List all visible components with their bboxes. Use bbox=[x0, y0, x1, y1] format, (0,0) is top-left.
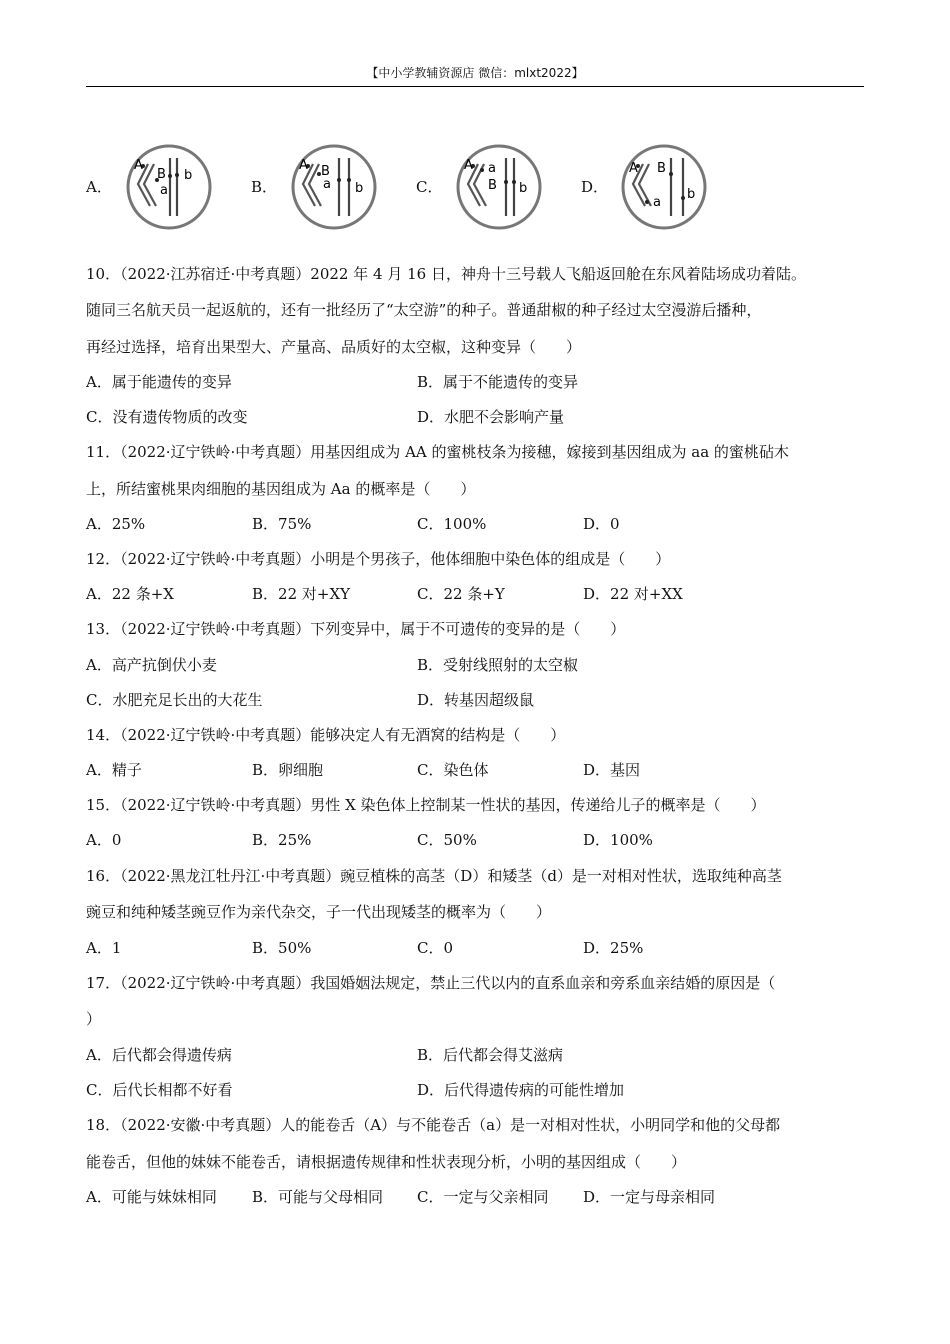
question-12-option-a[interactable]: A．22 条+X bbox=[86, 585, 174, 603]
question-14-option-d[interactable]: D．基因 bbox=[583, 761, 641, 779]
question-18-stem-line: 18．（2022·安徽·中考真题）人的能卷舌（A）与不能卷舌（a）是一对相对性状，小明同学和他的父母都 bbox=[86, 1116, 781, 1134]
question-14-option-a[interactable]: A．精子 bbox=[86, 761, 142, 779]
question-16-option-c[interactable]: C．0 bbox=[417, 939, 454, 957]
header-rule bbox=[86, 86, 864, 87]
question-10-option-c[interactable]: C．没有遗传物质的改变 bbox=[86, 408, 248, 426]
allele-label: a bbox=[323, 177, 331, 192]
allele-label: A bbox=[464, 158, 473, 173]
question-15-option-d[interactable]: D．100% bbox=[583, 831, 653, 849]
question-15-option-a[interactable]: A．0 bbox=[86, 831, 122, 849]
question-17-stem-line: 17．（2022·辽宁铁岭·中考真题）我国婚姻法规定，禁止三代以内的直系血亲和旁系血亲结婚的原因是（ bbox=[86, 974, 776, 992]
question-11-option-d[interactable]: D．0 bbox=[583, 515, 620, 533]
cell-diagram-d bbox=[619, 142, 709, 232]
question-18-option-d[interactable]: D．一定与母亲相同 bbox=[583, 1188, 716, 1206]
question-14-stem-line: 14．（2022·辽宁铁岭·中考真题）能够决定人有无酒窝的结构是（ ） bbox=[86, 726, 566, 744]
question-10-stem-line: 再经过选择，培育出果型大、产量高、品质好的太空椒，这种变异（ ） bbox=[86, 338, 582, 356]
question-18-stem-line: 能卷舌，但他的妹妹不能卷舌，请根据遗传规律和性状表现分析，小明的基因组成（ ） bbox=[86, 1153, 687, 1171]
question-10-stem-line: 随同三名航天员一起返航的，还有一批经历了“太空游”的种子。普通甜椒的种子经过太空漫游后播种， bbox=[86, 301, 762, 319]
question-18-option-b[interactable]: B．可能与父母相同 bbox=[252, 1188, 384, 1206]
allele-label: b bbox=[355, 181, 364, 196]
question-17-option-b[interactable]: B．后代都会得艾滋病 bbox=[417, 1046, 564, 1064]
question-11-option-b[interactable]: B．75% bbox=[252, 515, 312, 533]
question-13-option-d[interactable]: D．转基因超级鼠 bbox=[417, 691, 535, 709]
allele-label: A bbox=[299, 158, 308, 173]
question-12-option-c[interactable]: C．22 条+Y bbox=[417, 585, 505, 603]
allele-label: A bbox=[629, 161, 638, 176]
allele-label: b bbox=[687, 187, 696, 202]
allele-label: B bbox=[321, 164, 330, 179]
question-11-stem-line: 上，所结蜜桃果肉细胞的基因组成为 Aa 的概率是（ ） bbox=[86, 480, 476, 498]
cell-diagram-options bbox=[86, 142, 864, 232]
question-16-option-b[interactable]: B．50% bbox=[252, 939, 312, 957]
cell-diagram-a bbox=[124, 142, 214, 232]
question-17-option-c[interactable]: C．后代长相都不好看 bbox=[86, 1081, 233, 1099]
question-13-option-a[interactable]: A．高产抗倒伏小麦 bbox=[86, 656, 217, 674]
question-17-option-d[interactable]: D．后代得遗传病的可能性增加 bbox=[417, 1081, 625, 1099]
question-12-option-b[interactable]: B．22 对+XY bbox=[252, 585, 351, 603]
allele-label: b bbox=[519, 181, 528, 196]
figure-option-label: D． bbox=[581, 178, 609, 196]
question-16-stem-line: 16．（2022·黑龙江牡丹江·中考真题）豌豆植株的高茎（D）和矮茎（d）是一对相对性状，选取纯种高茎 bbox=[86, 867, 782, 885]
question-16-option-d[interactable]: D．25% bbox=[583, 939, 644, 957]
question-12-option-d[interactable]: D．22 对+XX bbox=[583, 585, 683, 603]
question-11-option-c[interactable]: C．100% bbox=[417, 515, 487, 533]
question-18-option-a[interactable]: A．可能与妹妹相同 bbox=[86, 1188, 217, 1206]
figure-option-label: B． bbox=[251, 178, 278, 196]
allele-label: b bbox=[184, 168, 193, 183]
question-13-stem-line: 13．（2022·辽宁铁岭·中考真题）下列变异中，属于不可遗传的变异的是（ ） bbox=[86, 620, 626, 638]
question-15-option-b[interactable]: B．25% bbox=[252, 831, 312, 849]
question-16-stem-line: 豌豆和纯种矮茎豌豆作为亲代杂交，子一代出现矮茎的概率为（ ） bbox=[86, 903, 552, 921]
allele-label: a bbox=[488, 161, 496, 176]
allele-label: B bbox=[157, 167, 166, 182]
cell-diagram-b bbox=[289, 142, 379, 232]
question-16-option-a[interactable]: A．1 bbox=[86, 939, 122, 957]
figure-option-label: C． bbox=[416, 178, 443, 196]
question-14-option-c[interactable]: C．染色体 bbox=[417, 761, 489, 779]
question-13-option-c[interactable]: C．水肥充足长出的大花生 bbox=[86, 691, 263, 709]
question-15-option-c[interactable]: C．50% bbox=[417, 831, 477, 849]
question-12-stem-line: 12．（2022·辽宁铁岭·中考真题）小明是个男孩子，他体细胞中染色体的组成是（ ） bbox=[86, 550, 671, 568]
question-14-option-b[interactable]: B．卵细胞 bbox=[252, 761, 324, 779]
allele-label: A bbox=[134, 158, 143, 173]
allele-label: B bbox=[657, 161, 666, 176]
page-header: 【中小学教辅资源店 微信：mlxt2022】 bbox=[366, 66, 584, 80]
question-17-stem-line: ） bbox=[86, 1010, 102, 1028]
allele-label: a bbox=[653, 195, 661, 210]
figure-option-label: A． bbox=[86, 178, 112, 196]
allele-label: a bbox=[160, 183, 168, 198]
question-10-option-d[interactable]: D．水肥不会影响产量 bbox=[417, 408, 565, 426]
question-10-option-a[interactable]: A．属于能遗传的变异 bbox=[86, 373, 232, 391]
question-17-option-a[interactable]: A．后代都会得遗传病 bbox=[86, 1046, 232, 1064]
question-10-stem-line: 10．（2022·江苏宿迁·中考真题）2022 年 4 月 16 日，神舟十三号载人飞船返回舱在东风着陆场成功着陆。 bbox=[86, 265, 806, 283]
question-13-option-b[interactable]: B．受射线照射的太空椒 bbox=[417, 656, 579, 674]
question-11-option-a[interactable]: A．25% bbox=[86, 515, 146, 533]
question-18-option-c[interactable]: C．一定与父亲相同 bbox=[417, 1188, 549, 1206]
question-15-stem-line: 15．（2022·辽宁铁岭·中考真题）男性 X 染色体上控制某一性状的基因，传递给儿子的概率是（ ） bbox=[86, 796, 766, 814]
question-10-option-b[interactable]: B．属于不能遗传的变异 bbox=[417, 373, 579, 391]
allele-label: B bbox=[488, 178, 497, 193]
question-11-stem-line: 11．（2022·辽宁铁岭·中考真题）用基因组成为 AA 的蜜桃枝条为接穗，嫁接到基因组成为 aa 的蜜桃砧木 bbox=[86, 443, 789, 461]
cell-diagram-c bbox=[454, 142, 544, 232]
